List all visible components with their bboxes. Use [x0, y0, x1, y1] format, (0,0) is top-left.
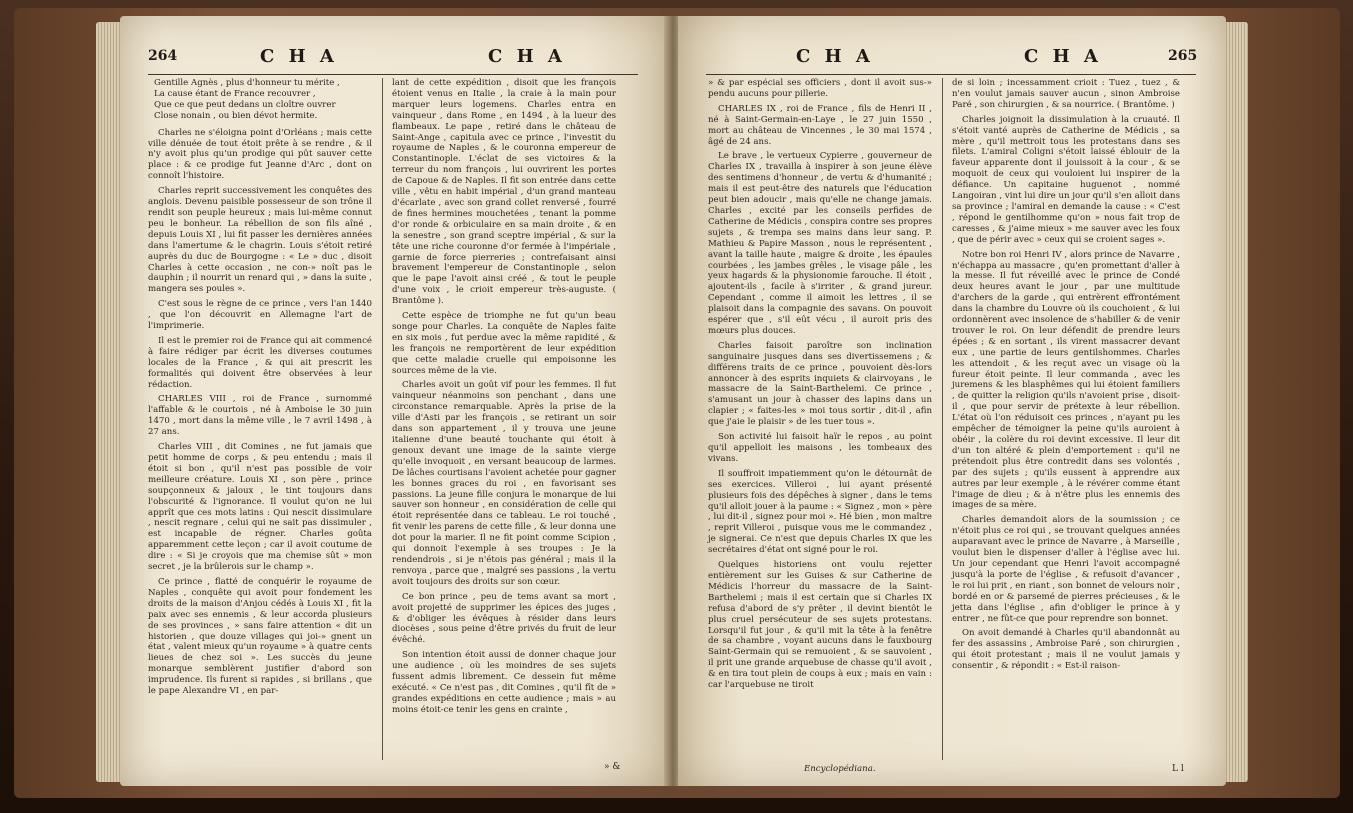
verse-line: Close nonain , ou bien dévot hermite.	[154, 110, 318, 121]
verse-line: Gentille Agnès , plus d'honneur tu mérite ,	[154, 78, 340, 88]
left-page-header	[120, 46, 668, 70]
header-rule	[706, 74, 1196, 75]
paragraph: Ce bon prince , peu de tems avant sa mort , avoit projetté de supprimer les épices des juges , & d'obliger les évêques à résider dans leurs diocèses , sous peine d'être privés du fruit de leur évêché.	[392, 591, 616, 646]
right-page	[678, 16, 1226, 786]
column-rule	[942, 78, 943, 760]
paragraph: Charles joignoit la dissimulation à la cruauté. Il s'étoit vanté auprès de Catherine de Médicis , sa mère , qu'il mettroit tous les protestans dans ses filets. L'amiral Coligni s'étoit laissé éblouir de la faveur apparente dont il jouissoit à la cour , & se moquoit de ceux qui vouloient lui inspirer de la défiance. Un capitaine huguenot , nommé Langoiran , vint lui dire un jour qu'il s'en alloit dans sa province ; l'amiral en demande la cause : « C'est , répond le gentilhomme qu'on » nous fait trop de caresses , & j'aime mieux » me sauver avec les foux , que de périr avec » ceux qui se croient sages ».	[952, 114, 1180, 245]
running-head: C H A	[796, 46, 874, 67]
signature-mark: L l	[1172, 764, 1184, 774]
paragraph: Charles ne s'éloigna point d'Orléans ; mais cette ville dénuée de tout étoit prête à se rendre , & il n'y avoit plus qu'un prodige qui pût sauver cette place : & ce prodige fut Jeanne d'Arc , dont on connoît l'histoire.	[148, 127, 372, 182]
paragraph: On avoit demandé à Charles qu'il abandonnât au fer des assassins , Ambroise Paré , son chirurgien , qui étoit protestant ; mais il ne voulut jamais y consentir , & répondit : « Est-il raison-	[952, 628, 1180, 672]
paragraph: Charles avoit un goût vif pour les femmes. Il fut vainqueur néanmoins son penchant , dans une circonstance remarquable. Après la prise de la ville d'Asti par les françois , se retirant un soir dans son appartement , il y trouva une jeune italienne d'une beauté touchante qui étoit à genoux devant une image de la sainte vierge qu'elle invoquoit , en versant beaucoup de larmes. De lâches courtisans l'avoient achetée pour gagner les bonnes graces du roi , en favorisant ses passions. La jeune fille conjura le monarque de lui sauver son honneur , en considération de celle qui étoit représentée dans ce tableau. Le roi touché , fit venir les parens de cette fille , & leur donna une dot pour la marier. Il ne fit point comme Scipion , qui donnoit l'exemple à ses troupes : Je la rendendrois , si je n'étois pas général ; mais il la renvoya , parce que , malgré ses passions , la vertu avoit toujours des droits sur son cœur.	[392, 380, 616, 587]
right-page-column-1	[708, 78, 932, 695]
right-page-header	[678, 46, 1226, 70]
page-number: 264	[148, 48, 178, 64]
footer-title: Encyclopédiana.	[804, 764, 876, 774]
paragraph: Il est le premier roi de France qui ait commencé à faire rédiger par écrit les diverses coutumes locales de la France , & qui ait prescrit les formalités qui doivent être observées à leur rédaction.	[148, 335, 372, 390]
paragraph: Notre bon roi Henri IV , alors prince de Navarre , n'échappa au massacre , qu'en promettant d'aller à la messe. Il fut réveillé avec le prince de Condé deux heures avant le jour , par une multitude d'archers de la garde , qui entrèrent effrontément dans la chambre du Louvre où ils couchoient , & lui ordonnèrent avec insolence de s'habiller & de venir trouver le roi. On leur défendit de prendre leurs épées ; & en sortant , ils virent massacrer devant eux , une partie de leurs gentilshommes. Charles les attendoit , & les reçut avec un visage où la fureur étoit peinte. Il leur commanda , avec les juremens & les blasphêmes qui lui étoient familiers , de quitter la religion qu'ils n'avoient prise , disoit-il , que pour servir de prétexte à leur rébellion. L'état où l'on réduisoit ces princes , n'ayant pu les empêcher de témoigner la peine qu'ils auroient à obéir , la colère du roi devint excessive. Il leur dit d'un ton altéré & plein d'emportement : qu'il ne prétendoit plus être contredit dans ses volontés , par des sujets ; qu'ils eussent à apprendre aux autres par leur exemple , à le révérer comme étant l'image de dieu ; & à n'être plus les ennemis des images de sa mère.	[952, 249, 1180, 511]
column-rule	[382, 78, 383, 760]
paragraph: C'est sous le règne de ce prince , vers l'an 1440 , que l'on découvrit en Allemagne l'art de l'imprimerie.	[148, 299, 372, 332]
left-page	[120, 16, 668, 786]
catchword: » &	[604, 762, 621, 772]
verse-line: La cause étant de France recouvrer ,	[154, 88, 316, 99]
paragraph: Quelques historiens ont voulu rejetter entièrement sur les Guises & sur Catherine de Médicis l'horreur du massacre de la Saint-Barthelemi ; mais il est certain que si Charles IX refusa d'abord de s'y prêter , il devint bientôt le plus cruel persécuteur de ses sujets protestans. Lorsqu'il fut jour , & qu'il mit la tête à la fenêtre de sa chambre , voyant aucuns dans le fauxbourg Saint-Germain qui se remuoient , & se sauvoient , il prit une grande arquebuse de chasse qu'il avoit , & en tira tout plein de coups à eux ; mais en vain : car l'arquebuse ne tiroit	[708, 560, 932, 691]
paragraph: CHARLES VIII , roi de France , surnommé l'affable & le courtois , né à Amboise le 30 juin 1470 , mort dans la même ville , le 7 avril 1498 , à 27 ans.	[148, 394, 372, 438]
page-edges-left	[96, 22, 122, 782]
verse-line: Que ce que peut dedans un cloître ouvrer	[154, 99, 336, 110]
paragraph: Charles VIII , dit Comines , ne fut jamais que petit homme de corps , & peu entendu ; mais il étoit si bon , qu'il n'est pas possible de voir meilleure créature. Louis XI , son père , prince soupçonneux & jaloux , le tint toujours dans l'obscurité & l'ignorance. Il voulut qu'on ne lui apprît que ces mots latins : Qui nescit dissimulare , nescit regnare , celui qui ne sait pas dissimuler , est incapable de régner. Charles goûta apparemment cette leçon ; car il avoit coutume de dire : « Si je croyois que ma chemise sût » mon secret , je la brûlerois sur le champ ».	[148, 442, 372, 573]
paragraph: CHARLES IX , roi de France , fils de Henri II , né à Saint-Germain-en-Laye , le 27 juin 1550 , mort au château de Vincennes , le 30 mai 1574 , âgé de 24 ans.	[708, 103, 932, 147]
right-page-column-2	[952, 78, 1180, 676]
paragraph: Le brave , le vertueux Cypierre , gouverneur de Charles IX , travailla à inspirer à son jeune élève des sentimens d'honneur , de vertu & d'humanité ; mais il est peut-être des naturels que l'éducation peut bien adoucir , mais qu'elle ne change jamais. Charles , excité par les conseils perfides de Catherine de Médicis , conspira contre ses propres sujets , & trempa ses mains dans leur sang. P. Mathieu & Papire Masson , nous le représentent , avant la taille haute , maigre & droite , les épaules courbées , les jambes grêles , le visage pâle , les yeux hagards & la physionomie farouche. Il étoit , ajoutent-ils , facile à s'irriter , & grand jureur. Cependant , comme il aimoit les lettres , il se plaisoit dans la compagnie des savans. On pouvoit espérer que , s'il eût vécu , il auroit pris des mœurs plus douces.	[708, 151, 932, 336]
paragraph: de si loin ; incessamment crioit : Tuez , tuez , & n'en voulut jamais sauver aucun , sinon Ambroise Paré , son chirurgien , & sa nourrice. ( Brantôme. )	[952, 78, 1180, 110]
paragraph: » & par espécial ses officiers , dont il avoit sus-» pendu aucuns pour pillerie.	[708, 78, 932, 99]
paragraph: Charles demandoit alors de la soumission ; ce n'étoit plus ce roi qui , se trouvant quelques années auparavant avec le prince de Navarre , à Marseille , voulut bien le dispenser d'aller à l'église avec lui. Un jour cependant que Henri l'avoit accompagné jusqu'à la porte de l'église , & refusoit d'avancer , le roi lui prit , en riant , son bonnet de velours noir , bordé en or & parsemé de pierres précieuses , & le jetta dans l'église , afin d'obliger le prince à y entrer , ne fût-ce que pour reprendre son bonnet.	[952, 515, 1180, 624]
paragraph: Ce prince , flatté de conquérir le royaume de Naples , conquête qui avoit pour fondement les droits de la maison d'Anjou cédés à Louis XI , fit la paix avec ses ennemis , & leur accorda plusieurs de ses provinces , » sans faire attention « dit un historien , que douze villages qui joi-» gnent un état , valent mieux qu'un royaume » à quatre cents lieues de chez soi ». Les succès du jeune monarque semblèrent justifier d'abord son imprudence. Ils furent si rapides , si brillans , que le pape Alexandre VI , en par-	[148, 576, 372, 697]
running-head: C H A	[488, 46, 566, 67]
paragraph: Charles reprit successivement les conquêtes des anglois. Devenu paisible possesseur de son trône il rendit son peuple heureux ; mais lui-même connut peu le bonheur. La rébellion de son fils aîné , depuis Louis XI , lui fit passer les dernières années dans l'amertume & le chagrin. Louis s'étoit retiré auprès du duc de Bourgogne : « Le » duc , disoit Charles à cette occasion , ne con-» noît pas le dauphin ; il nourrit un renard qui , » dans la suite , mangera ses poules ».	[148, 186, 372, 295]
left-page-column-2	[392, 78, 616, 720]
running-head: C H A	[1024, 46, 1102, 67]
paragraph: Charles faisoit paroître son inclination sanguinaire jusques dans ses divertissemens ; & différens traits de ce prince , pouvoient dès-lors annoncer à des esprits inquiets & clairvoyans , le massacre de la Saint-Barthelemi. Ce prince , s'amusant un jour à chasser des lapins dans un clapier ; « faites-les » moi tous sortir , dit-il , afin que j'aie le plaisir » de les tuer tous ».	[708, 340, 932, 428]
paragraph: Cette espèce de triomphe ne fut qu'un beau songe pour Charles. La conquête de Naples faite en six mois , fut perdue avec la même rapidité , & les françois ne remportèrent de leur expédition que cette maladie cruelle qui empoisonne les sources même de la vie.	[392, 311, 616, 376]
page-number: 265	[1168, 48, 1198, 64]
paragraph: Son activité lui faisoit haïr le repos , au point qu'il appelloit les maisons , les tombeaux des vivans.	[708, 432, 932, 464]
paragraph: lant de cette expédition , disoit que les françois étoient venus en Italie , la craie à la main pour marquer leurs logemens. Charles entra en vainqueur , dans Rome , en 1494 , à la lueur des flambeaux. Le pape , retiré dans le château de Saint-Ange , capitula avec ce prince , l'investit du royaume de Naples , & le couronna empereur de Constantinople. L'éclat de ses victoires & la terreur du nom françois , lui ouvrirent les portes de Capoue & de Naples. Il fit son entrée dans cette ville , vêtu en habit impérial , d'un grand manteau d'écarlate , avec son grand collet renversé , fourré de fines hermines mouchetées , tenant la pomme d'or ronde & orbiculaire en sa main droite , & en la senestre , son grand sceptre impérial , & sur la tête une riche couronne d'or fermée à l'impériale , garnie de force pierreries ; contrefaisant ainsi bravement l'empereur de Constantinople , selon que le pape l'avoit ainsi créé , & tout le peuple d'une voix , le crioit empereur très-auguste. ( Brantôme ).	[392, 78, 616, 307]
header-rule	[148, 74, 638, 75]
page-edges-right	[1224, 22, 1248, 782]
paragraph: Il souffroit impatiemment qu'on le détournât de ses exercices. Villeroi , lui ayant présenté plusieurs fois des dépêches à signer , dans le tems qu'il alloit jouer à la paume : « Signez , mon » père , lui dit-il , signez pour moi ». Hé bien , mon maître , reprit Villeroi , puisque vous me le commandez , je signerai. Ce n'est que depuis Charles IX que les secrétaires d'état ont signé pour le roi.	[708, 468, 932, 556]
left-page-column-1	[148, 78, 372, 701]
running-head: C H A	[260, 46, 338, 67]
paragraph: Son intention étoit aussi de donner chaque jour une audience , où les moindres de ses sujets fussent admis librement. Ce dessein fut même exécuté. « Ce n'est pas , dit Comines , qu'il fît de » grandes expéditions en cette audience ; mais » au moins étoit-ce tenir les gens en crainte ,	[392, 650, 616, 715]
